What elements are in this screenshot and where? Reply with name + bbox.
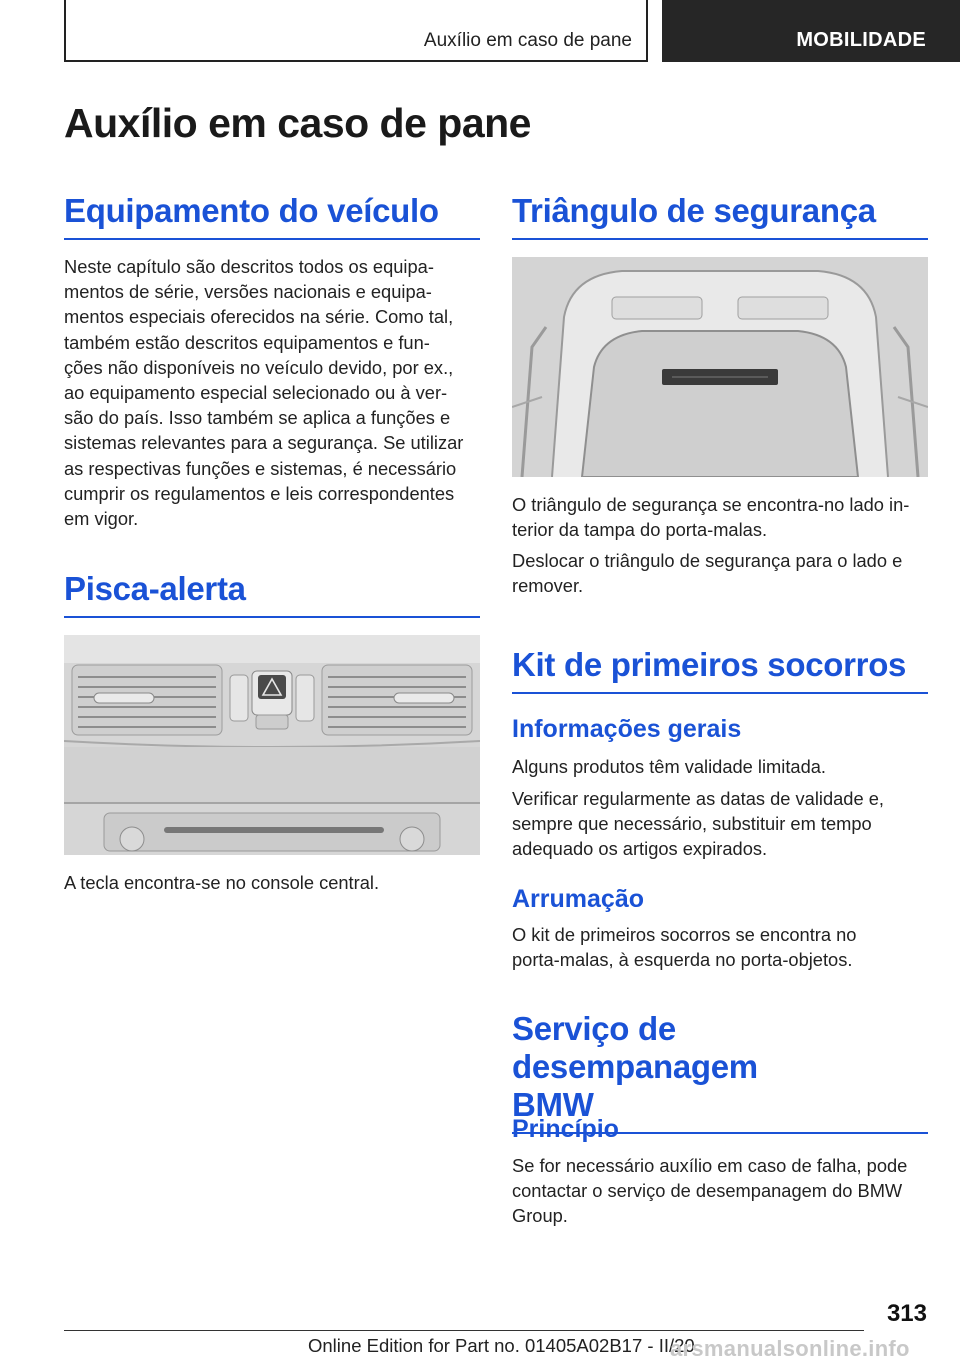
triangulo-p2	[512, 548, 928, 598]
header-chapter-tab[interactable]	[662, 0, 960, 62]
heading-kit: Kit de primeiros socorros	[512, 646, 928, 694]
console-illustration	[64, 635, 480, 855]
text-line: ções não disponíveis no veículo devido, por ex.,	[64, 356, 454, 378]
triangulo-p1	[512, 492, 928, 542]
heading-equipamento: Equipamento do veículo	[64, 192, 480, 240]
text-line: cumprir os regulamentos e leis correspondentes	[64, 482, 455, 504]
text-line: Se for necessário auxílio em caso de falha, pode	[512, 1155, 908, 1176]
heading-informacoes-gerais: Informações gerais	[512, 715, 742, 743]
text-line: mentos especiais oferecidos na série. Como tal,	[64, 306, 454, 328]
heading-principio: Princípio	[512, 1115, 619, 1143]
header-section-title: Auxílio em caso de pane	[423, 30, 632, 51]
arrumacao-p	[512, 922, 928, 972]
info-p1: Alguns produtos têm validade limitada.	[512, 756, 827, 777]
text-line: em vigor.	[64, 508, 139, 530]
heading-triangulo: Triângulo de segurança	[512, 192, 928, 240]
pisca-caption: A tecla encontra-se no console central.	[64, 872, 380, 893]
heading-arrumacao: Arrumação	[512, 885, 644, 913]
heading-line: BMW	[512, 1085, 594, 1123]
heading-pisca-alerta: Pisca-alerta	[64, 570, 480, 618]
text-line: contactar o serviço de desempanagem do BMW	[512, 1180, 903, 1202]
text-line: são do país. Isso também se aplica a funções e	[64, 407, 451, 429]
text-line: O triângulo de segurança se encontra-no lado in‐	[512, 494, 910, 515]
heading-line: Serviço de desempanagem	[512, 1010, 758, 1085]
watermark: arsmanualsonline.info	[670, 1336, 910, 1361]
text-line: terior da tampa do porta-malas.	[512, 519, 768, 541]
text-line: Deslocar o triângulo de segurança para o lado e	[512, 550, 903, 571]
text-line: Group.	[512, 1205, 568, 1227]
chapter-label: MOBILIDADE	[796, 29, 926, 51]
page-title: Auxílio em caso de pane	[64, 100, 531, 146]
text-line: O kit de primeiros socorros se encontra no	[512, 924, 857, 945]
text-line: as respectivas funções e sistemas, é necessário	[64, 457, 457, 479]
header-frame	[64, 0, 648, 62]
hazard-switch-figure	[64, 635, 480, 855]
text-line: também estão descritos equipamentos e fun‐	[64, 331, 430, 353]
text-line: Neste capítulo são descritos todos os equipa‐	[64, 256, 434, 277]
text-line: Verificar regularmente as datas de validade e,	[512, 788, 884, 809]
principio-p	[512, 1153, 928, 1229]
text-line: ao equipamento especial selecionado ou à ver‐	[64, 382, 448, 404]
text-line: remover.	[512, 575, 584, 597]
text-line: mentos de série, versões nacionais e equipa‐	[64, 281, 432, 303]
equipamento-body	[64, 254, 480, 531]
tailgate-figure	[512, 257, 928, 477]
text-line: sistemas relevantes para a segurança. Se utilizar	[64, 432, 464, 454]
text-line: sempre que necessário, substituir em tempo	[512, 813, 872, 835]
page-number: 313	[886, 1300, 927, 1327]
footer-rule	[64, 1330, 864, 1331]
footer-edition: Online Edition for Part no. 01405A02B17 - II/20	[308, 1335, 695, 1356]
text-line: porta-malas, à esquerda no porta-objetos.	[512, 949, 853, 971]
text-line: adequado os artigos expirados.	[512, 838, 768, 860]
info-p2	[512, 786, 928, 862]
tailgate-illustration	[512, 257, 928, 477]
